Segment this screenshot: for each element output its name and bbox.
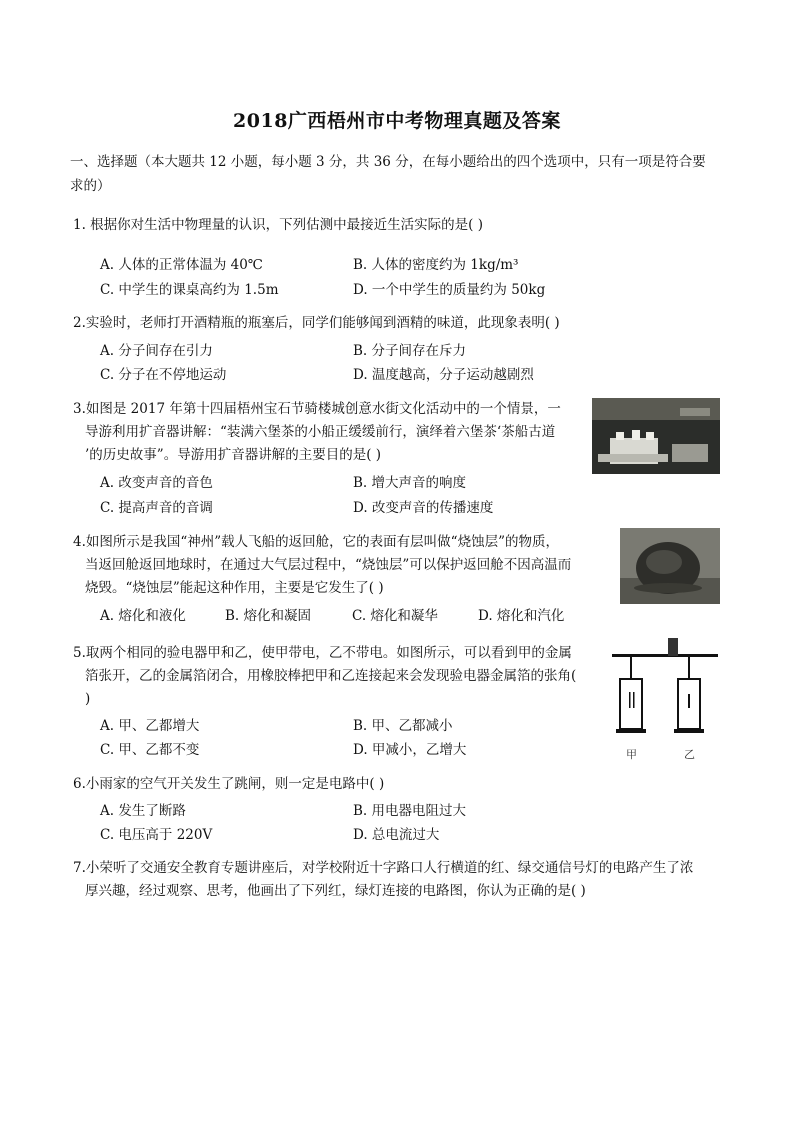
- question-1-option-c: C. 中学生的课桌高约为 1.5m: [100, 282, 279, 298]
- question-6-stem: [73, 773, 384, 796]
- question-4-option-b: B. 熔化和凝固: [225, 608, 312, 624]
- question-4-option-c: C. 熔化和凝华: [352, 608, 438, 624]
- question-3-option-d: D. 改变声音的传播速度: [353, 500, 494, 516]
- question-3-option-b: B. 增大声音的响度: [353, 475, 467, 491]
- question-5-option-a: A. 甲、乙都增大: [100, 718, 200, 734]
- question-4-option-d: D. 熔化和汽化: [478, 608, 565, 624]
- question-3-option-c: C. 提高声音的音调: [100, 500, 213, 516]
- electroscope-label-yi: 乙: [684, 748, 695, 761]
- page-title: 2018广西梧州市中考物理真题及答案: [233, 110, 561, 132]
- section-line-2: 求的）: [70, 178, 111, 194]
- section-line-1: 一、选择题（本大题共 12 小题，每小题 3 分，共 36 分，在每小题给出的四个选项中，只有一项是符合要: [70, 154, 706, 170]
- question-2-stem: [73, 312, 560, 335]
- question-2-option-b: B. 分子间存在斥力: [353, 343, 467, 359]
- question-5-line-2: 箔张开，乙的金属箔闭合，用橡胶棒把甲和乙连接起来会发现验电器金属箔的张角(: [85, 668, 577, 684]
- question-2-option-c: C. 分子在不停地运动: [100, 367, 227, 383]
- question-1-option-a: A. 人体的正常体温为 40℃: [100, 257, 263, 273]
- question-5-option-c: C. 甲、乙都不变: [100, 742, 200, 758]
- question-4-stem: [73, 531, 571, 600]
- question-6-option-c: C. 电压高于 220V: [100, 827, 213, 843]
- question-2-option-a: A. 分子间存在引力: [100, 343, 213, 359]
- electroscope-label-jia: 甲: [626, 748, 637, 761]
- question-4-line-2: 当返回舱返回地球时，在通过大气层过程中，“烧蚀层”可以保护返回舱不因高温而: [85, 557, 572, 573]
- tea-boat-photo: [592, 398, 720, 474]
- question-3-stem: [73, 398, 561, 467]
- question-6-option-b: B. 用电器电阻过大: [353, 803, 467, 819]
- electroscope-diagram: [608, 634, 722, 766]
- question-5-option-d: D. 甲减小，乙增大: [353, 742, 467, 758]
- section-heading: [70, 150, 730, 198]
- question-4-line-3: 烧毁。“烧蚀层”能起这种作用，主要是它发生了( ): [85, 580, 384, 596]
- question-4-line-1: 4.如图所示是我国“神州”载人飞船的返回舱，它的表面有层叫做“烧蚀层”的物质，: [73, 534, 559, 550]
- question-2-line-1: 2.实验时，老师打开酒精瓶的瓶塞后，同学们能够闻到酒精的味道，此现象表明( ): [73, 315, 560, 331]
- question-5-option-b: B. 甲、乙都减小: [353, 718, 453, 734]
- question-7-line-1: 7.小荣听了交通安全教育专题讲座后，对学校附近十字路口人行横道的红、绿交通信号灯的电路产生了浓: [73, 860, 694, 876]
- reentry-capsule-photo: [620, 528, 720, 604]
- question-4-option-a: A. 熔化和液化: [100, 608, 186, 624]
- question-1-stem: [73, 214, 483, 237]
- question-7-line-2: 厚兴趣，经过观察、思考，他画出了下列红，绿灯连接的电路图，你认为正确的是( ): [85, 883, 586, 899]
- question-7-stem: [73, 857, 693, 903]
- question-6-option-a: A. 发生了断路: [100, 803, 186, 819]
- question-3-line-3: ’的历史故事”。导游用扩音器讲解的主要目的是( ): [85, 447, 382, 463]
- question-5-line-1: 5.取两个相同的验电器甲和乙，使甲带电，乙不带电。如图所示，可以看到甲的金属: [73, 645, 572, 661]
- question-2-option-d: D. 温度越高，分子运动越剧烈: [353, 367, 534, 383]
- question-3-option-a: A. 改变声音的音色: [100, 475, 213, 491]
- question-6-option-d: D. 总电流过大: [353, 827, 440, 843]
- question-5-line-3: ): [85, 691, 91, 707]
- question-1-option-b: B. 人体的密度约为 1kg/m³: [353, 257, 519, 273]
- question-1-line-1: 1. 根据你对生活中物理量的认识，下列估测中最接近生活实际的是( ): [73, 217, 483, 233]
- question-1-option-d: D. 一个中学生的质量约为 50kg: [353, 282, 546, 298]
- question-3-line-1: 3.如图是 2017 年第十四届梧州宝石节骑楼城创意水街文化活动中的一个情景，一: [73, 401, 561, 417]
- question-6-line-1: 6.小雨家的空气开关发生了跳闸，则一定是电路中( ): [73, 776, 385, 792]
- question-5-stem: [73, 642, 576, 711]
- question-3-line-2: 导游利用扩音器讲解：“装满六堡茶的小船正缓缓前行，演绎着六堡茶‘茶船古道: [85, 424, 556, 440]
